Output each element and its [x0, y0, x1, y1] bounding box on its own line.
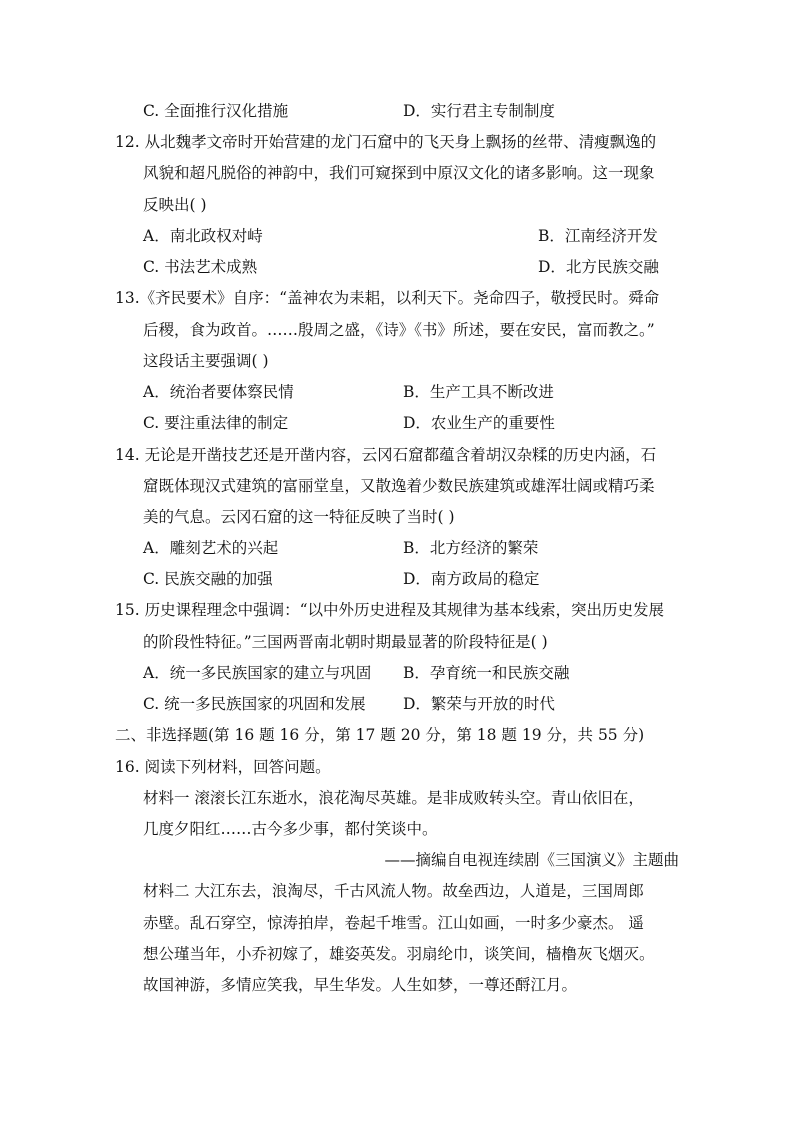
q12-stem-line-3: 反映出( ) — [143, 196, 207, 214]
q14-stem-line-1: 14. 无论是开凿技艺还是开凿内容，云冈石窟都蕴含着胡汉杂糅的历史内涵，石 — [115, 446, 657, 464]
q12-option-b: B．江南经济开发 — [538, 227, 658, 245]
q16-material1-line-1: 材料一 滚滚长江东逝水，浪花淘尽英雄。是非成败转头空。青山依旧在， — [143, 789, 644, 807]
q14-option-d: D．南方政局的稳定 — [403, 570, 540, 588]
q12-option-d: D．北方民族交融 — [538, 258, 659, 276]
q15-option-a: A．统一多民族国家的建立与巩固 — [143, 664, 372, 682]
q15-option-c: C. 统一多民族国家的巩固和发展 — [143, 695, 366, 713]
q14-stem-line-3: 美的气息。云冈石窟的这一特征反映了当时( ) — [143, 508, 455, 526]
q16-material2-line-4: 故国神游，多情应笑我，早生华发。人生如梦，一尊还酹江月。 — [143, 976, 578, 994]
q14-option-c: C. 民族交融的加强 — [143, 570, 273, 588]
q13-stem-line-2: 后稷，食为政首。……殷周之盛，《诗》《书》所述，要在安民，富而教之。” — [143, 321, 655, 339]
q16-material2-line-3: 想公瑾当年，小乔初嫁了，雄姿英发。羽扇纶巾，谈笑间，樯橹灰飞烟灭。 — [143, 945, 655, 963]
q13-option-b: B．生产工具不断改进 — [403, 383, 554, 401]
q13-stem-line-1: 13.《齐民要术》自序：“盖神农为耒耜，以利天下。尧命四子，敬授民时。舜命 — [115, 289, 660, 307]
q11-option-d: D．实行君主专制制度 — [403, 102, 555, 120]
q12-stem-line-1: 12. 从北魏孝文帝时开始营建的龙门石窟中的飞天身上飘扬的丝带、清瘦飘逸的 — [115, 133, 657, 151]
q13-option-c: C. 要注重法律的制定 — [143, 414, 289, 432]
q13-option-d: D．农业生产的重要性 — [403, 414, 555, 432]
q12-option-c: C. 书法艺术成熟 — [143, 258, 258, 276]
q16-material2-line-2: 赤壁。乱石穿空，惊涛拍岸，卷起千堆雪。江山如画，一时多少豪杰。 遥 — [143, 914, 644, 932]
q15-stem-line-2: 的阶段性特征。”三国两晋南北朝时期最显著的阶段特征是( ) — [143, 633, 548, 651]
q16-intro: 16. 阅读下列材料，回答问题。 — [115, 758, 331, 776]
q15-option-d: D．繁荣与开放的时代 — [403, 695, 555, 713]
q14-option-b: B．北方经济的繁荣 — [403, 539, 539, 557]
section2-heading: 二、非选择题(第 16 题 16 分，第 17 题 20 分，第 18 题 19 分，共 55 分) — [115, 726, 645, 744]
q13-option-a: A．统治者要体察民情 — [143, 383, 294, 401]
q11-option-c: C. 全面推行汉化措施 — [143, 102, 289, 120]
q16-material2-line-1: 材料二 大江东去，浪淘尽，千古风流人物。故垒西边，人道是，三国周郎 — [143, 882, 644, 900]
q14-option-a: A．雕刻艺术的兴起 — [143, 539, 279, 557]
q16-material1-line-2: 几度夕阳红……古今多少事，都付笑谈中。 — [143, 820, 438, 838]
q12-option-a: A．南北政权对峙 — [143, 227, 263, 245]
q15-stem-line-1: 15. 历史课程理念中强调：“以中外历史进程及其规律为基本线索，突出历史发展 — [115, 601, 665, 619]
q15-option-b: B．孕育统一和民族交融 — [403, 664, 570, 682]
q12-stem-line-2: 风貌和超凡脱俗的神韵中，我们可窥探到中原汉文化的诸多影响。这一现象 — [143, 164, 655, 182]
q16-material1-source: ——摘编自电视连续剧《三国演义》主题曲 — [384, 851, 679, 869]
q14-stem-line-2: 窟既体现汉式建筑的富丽堂皇，又散逸着少数民族建筑或雄浑壮阔或精巧柔 — [143, 477, 655, 495]
q13-stem-line-3: 这段话主要强调( ) — [143, 352, 269, 370]
